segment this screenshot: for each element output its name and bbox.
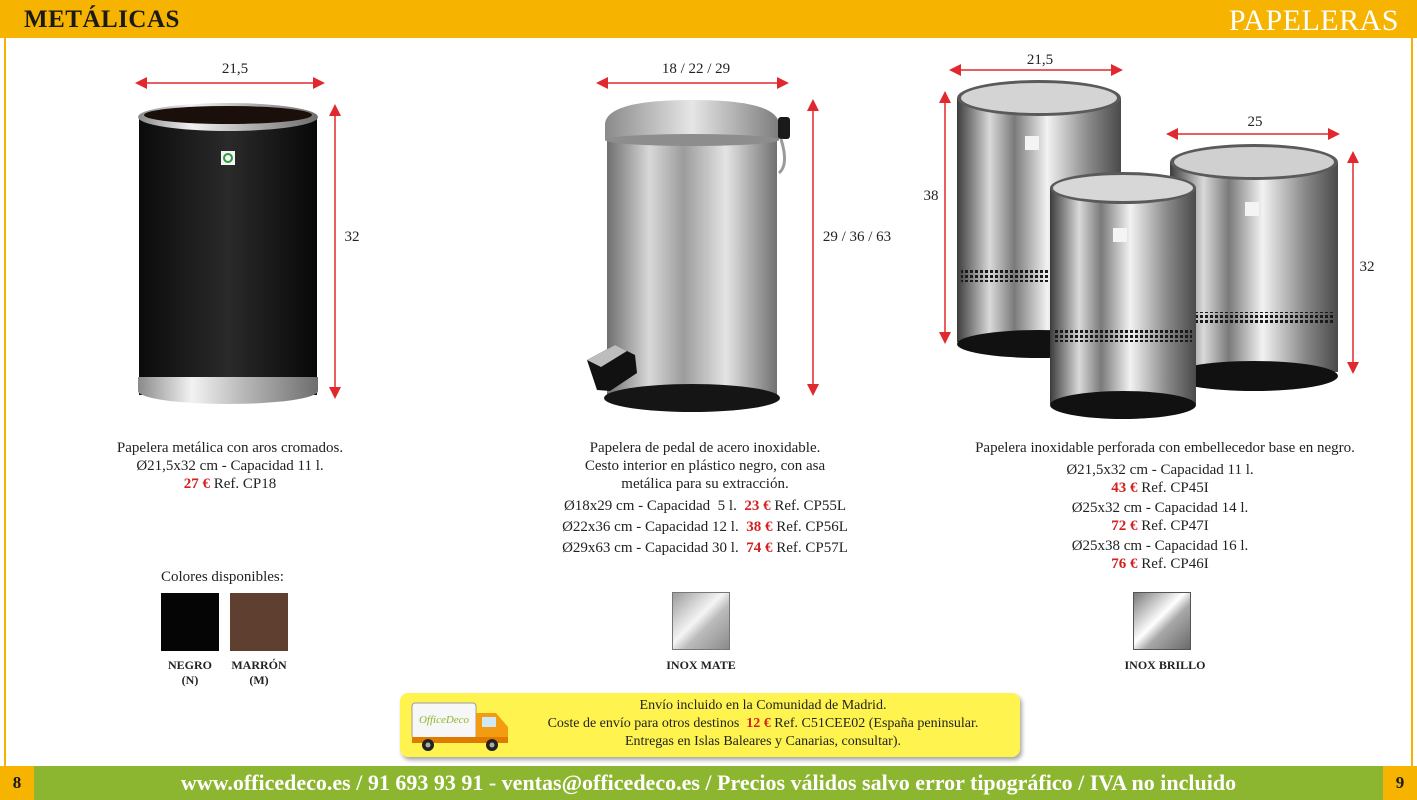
- price: 74 €: [746, 540, 773, 556]
- dimension-height-small: 32: [1359, 259, 1375, 275]
- product-name: Papelera metálica con aros cromados.: [116, 440, 344, 456]
- price: 23 €: [744, 498, 771, 514]
- description-line: Papelera de pedal de acero inoxidable.: [589, 440, 821, 456]
- spec-size: Ø21,5x32 cm - Capacidad 11 l.: [1066, 462, 1254, 478]
- section-title: METÁLICAS: [24, 6, 180, 33]
- product-image-cp45i: [915, 50, 1385, 425]
- description-line: metálica para su extracción.: [621, 476, 789, 492]
- dimension-width: 21,5: [221, 61, 249, 77]
- colors-title: Colores disponibles:: [161, 569, 284, 585]
- color-swatch-marron[interactable]: [230, 593, 288, 651]
- reference: Ref. CP55L: [774, 498, 847, 514]
- description-line: Cesto interior en plástico negro, con asa: [584, 458, 826, 474]
- footer-bar: [0, 766, 1417, 800]
- product-caption-cp45i: [940, 439, 1390, 457]
- product-specs-cp55l: [510, 496, 900, 559]
- header-bar: [0, 0, 1417, 38]
- price: 43 €: [1111, 480, 1138, 496]
- shipping-line-2: Coste de envío para otros destinos: [547, 716, 740, 731]
- finish-label: INOX MATE: [666, 658, 736, 672]
- reference: Ref. CP46I: [1141, 556, 1209, 572]
- price: 76 €: [1111, 556, 1138, 572]
- page-number-left: 8: [0, 766, 34, 800]
- dimension-width-large: 21,5: [1026, 52, 1054, 68]
- category-title: PAPELERAS: [1228, 4, 1399, 37]
- color-swatch-negro[interactable]: [161, 593, 219, 651]
- reference: Ref. CP45I: [1141, 480, 1209, 496]
- reference: Ref. CP56L: [776, 519, 848, 535]
- shipping-reference: Ref. C51CEE02 (España peninsular.: [774, 716, 979, 731]
- shipping-logo: OfficeDeco: [418, 714, 470, 726]
- price: 72 €: [1111, 518, 1138, 534]
- finish-swatch-inox-brillo[interactable]: [1133, 592, 1191, 650]
- spec-size: Ø22x36 cm - Capacidad 12 l.: [562, 519, 739, 535]
- shipping-line-1: Envío incluido en la Comunidad de Madrid.: [639, 698, 887, 713]
- page-number-right: 9: [1383, 766, 1417, 800]
- footer-contact-text: www.officedeco.es / 91 693 93 91 - ventas@officedeco.es / Precios válidos salvo error tipográfico / IVA no incluido: [180, 770, 1237, 795]
- dimension-height: 32: [344, 229, 360, 245]
- reference: Ref. CP18: [213, 476, 277, 492]
- color-label-marron: MARRÓN (M): [231, 658, 287, 687]
- price: 38 €: [746, 519, 773, 535]
- finish-label: INOX BRILLO: [1124, 658, 1206, 672]
- dimension-width-small: 25: [1247, 114, 1263, 130]
- color-label-negro: NEGRO (N): [167, 658, 212, 687]
- product-image-cp18: [125, 55, 365, 415]
- product-name: Papelera inoxidable perforada con embellecedor base en negro.: [975, 440, 1355, 456]
- product-caption-cp18: [80, 439, 380, 493]
- delivery-truck-icon: [410, 699, 512, 753]
- product-spec: Ø21,5x32 cm - Capacidad 11 l.: [136, 458, 324, 474]
- product-caption-cp55l: [530, 439, 880, 493]
- reference: Ref. CP57L: [776, 540, 848, 556]
- spec-size: Ø18x29 cm - Capacidad 5 l.: [563, 498, 737, 514]
- shipping-info-box: [400, 693, 1020, 757]
- spec-size: Ø29x63 cm - Capacidad 30 l.: [562, 540, 739, 556]
- spec-size: Ø25x38 cm - Capacidad 16 l.: [1071, 538, 1249, 554]
- dimension-height: 29 / 36 / 63: [822, 229, 892, 245]
- spec-size: Ø25x32 cm - Capacidad 14 l.: [1071, 500, 1249, 516]
- price: 27 €: [183, 476, 210, 492]
- reference: Ref. CP47I: [1141, 518, 1209, 534]
- finish-swatch-inox-mate[interactable]: [672, 592, 730, 650]
- shipping-price: 12 €: [746, 716, 771, 731]
- shipping-line-3: Entregas en Islas Baleares y Canarias, consultar).: [624, 734, 901, 749]
- dimension-height-large: 38: [923, 188, 939, 204]
- product-specs-cp45i: [1010, 461, 1310, 573]
- dimension-width: 18 / 22 / 29: [661, 61, 731, 77]
